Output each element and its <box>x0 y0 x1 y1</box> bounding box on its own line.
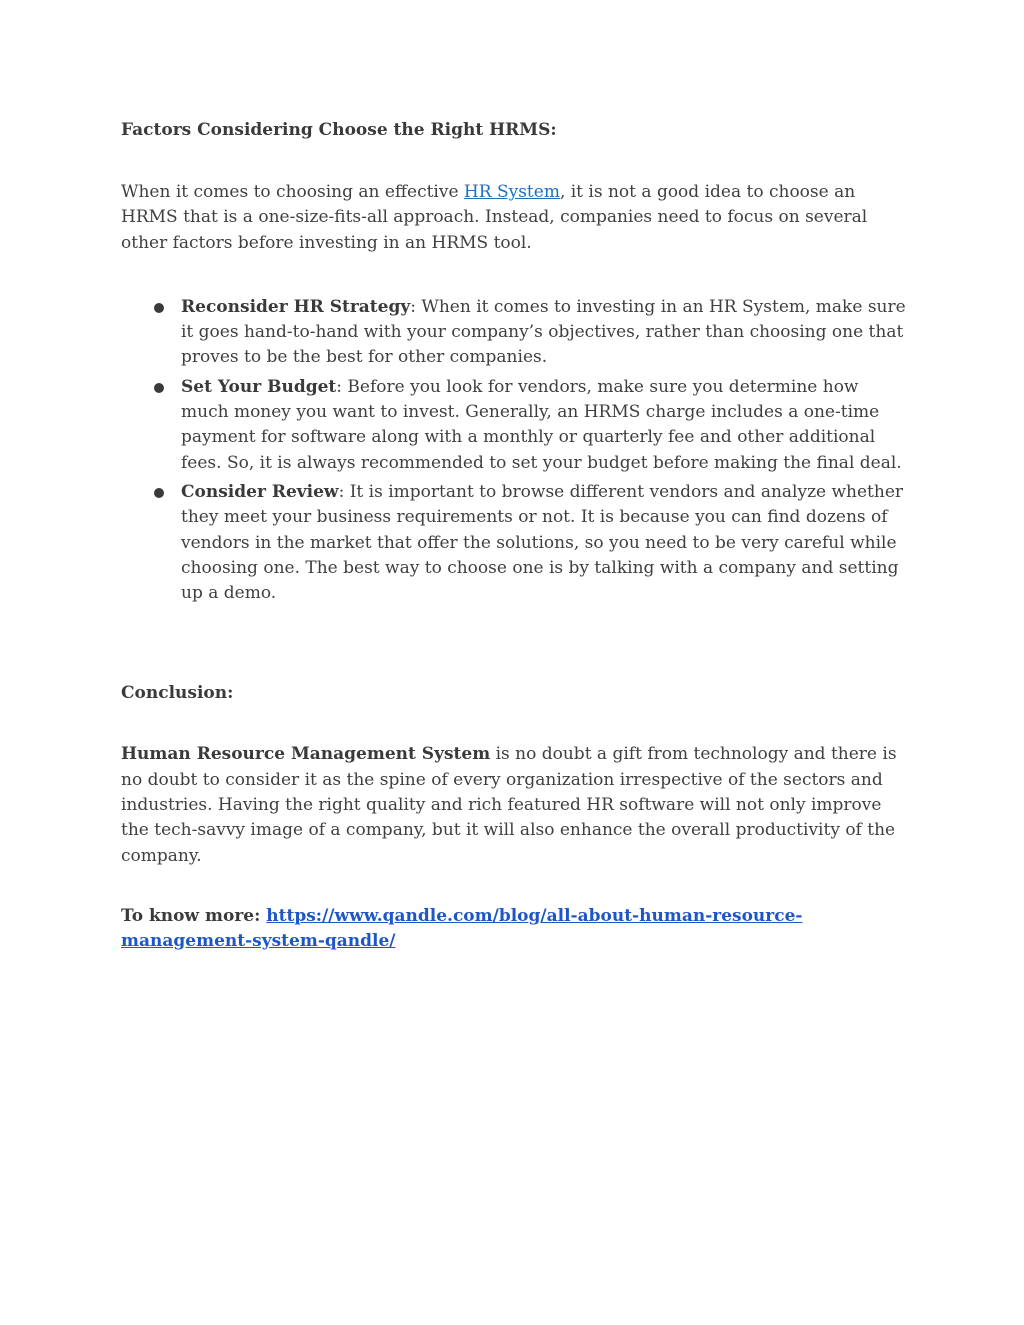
know-more-paragraph <box>121 904 906 955</box>
bullet-icon <box>154 383 164 393</box>
section-heading-factors: Factors Considering Choose the Right HRMS: <box>121 120 557 140</box>
list-item-title: Set Your Budget <box>181 376 337 397</box>
qandle-blog-link-line1: https://www.qandle.com/blog/all-about-human-resource- <box>266 905 803 926</box>
intro-text-after-link: , it is not a good idea to choose an HRMS that is a one-size-fits-all approach. Instead, companies need to focus on several other factors before investing in an HRMS tool. <box>121 182 868 253</box>
list-item <box>121 295 906 371</box>
bullet-icon <box>154 303 164 313</box>
list-item-title: Reconsider HR Strategy <box>181 296 411 317</box>
list-item-title: Consider Review <box>181 481 339 502</box>
list-item <box>121 375 906 476</box>
intro-paragraph <box>121 180 906 256</box>
conclusion-lead-bold: Human Resource Management System <box>121 744 491 765</box>
bullet-icon <box>154 488 164 498</box>
conclusion-paragraph <box>121 742 906 868</box>
document-page <box>121 118 906 955</box>
qandle-blog-link-line2: management-system-qandle/ <box>121 931 396 952</box>
section-heading-conclusion: Conclusion: <box>121 683 234 704</box>
factors-list <box>121 295 906 607</box>
list-item-text: : It is important to browse different vendors and analyze whether they meet your business requirements or not. It is because you can find dozens of vendors in the market that offer the solutions, so you need to be very careful while choosing one. The best way to choose one is by talking with a company and setting up a demo. <box>181 481 904 604</box>
know-more-label: To know more: <box>121 905 267 926</box>
list-item <box>121 480 906 606</box>
list-item-text: : When it comes to investing in an HR System, make sure it goes hand-to-hand with your company’s objectives, rather than choosing one that proves to be the best for other companies. <box>181 296 906 368</box>
list-item-text: : Before you look for vendors, make sure you determine how much money you want to invest. Generally, an HRMS charge includes a one-time payment for software along with a monthly or quarterly fee and other additional fees. So, it is always recommended to set your budget before making the final deal. <box>181 376 902 473</box>
hr-system-link[interactable]: HR System <box>463 182 560 202</box>
conclusion-body: is no doubt a gift from technology and there is no doubt to consider it as the spine of every organization irrespective of the sectors and industries. Having the right quality and rich featured HR software will not only improve the tech-savvy image of a company, but it will also enhance the overall productivity of the company. <box>121 744 897 866</box>
intro-text-before-link: When it comes to choosing an effective <box>121 182 464 202</box>
